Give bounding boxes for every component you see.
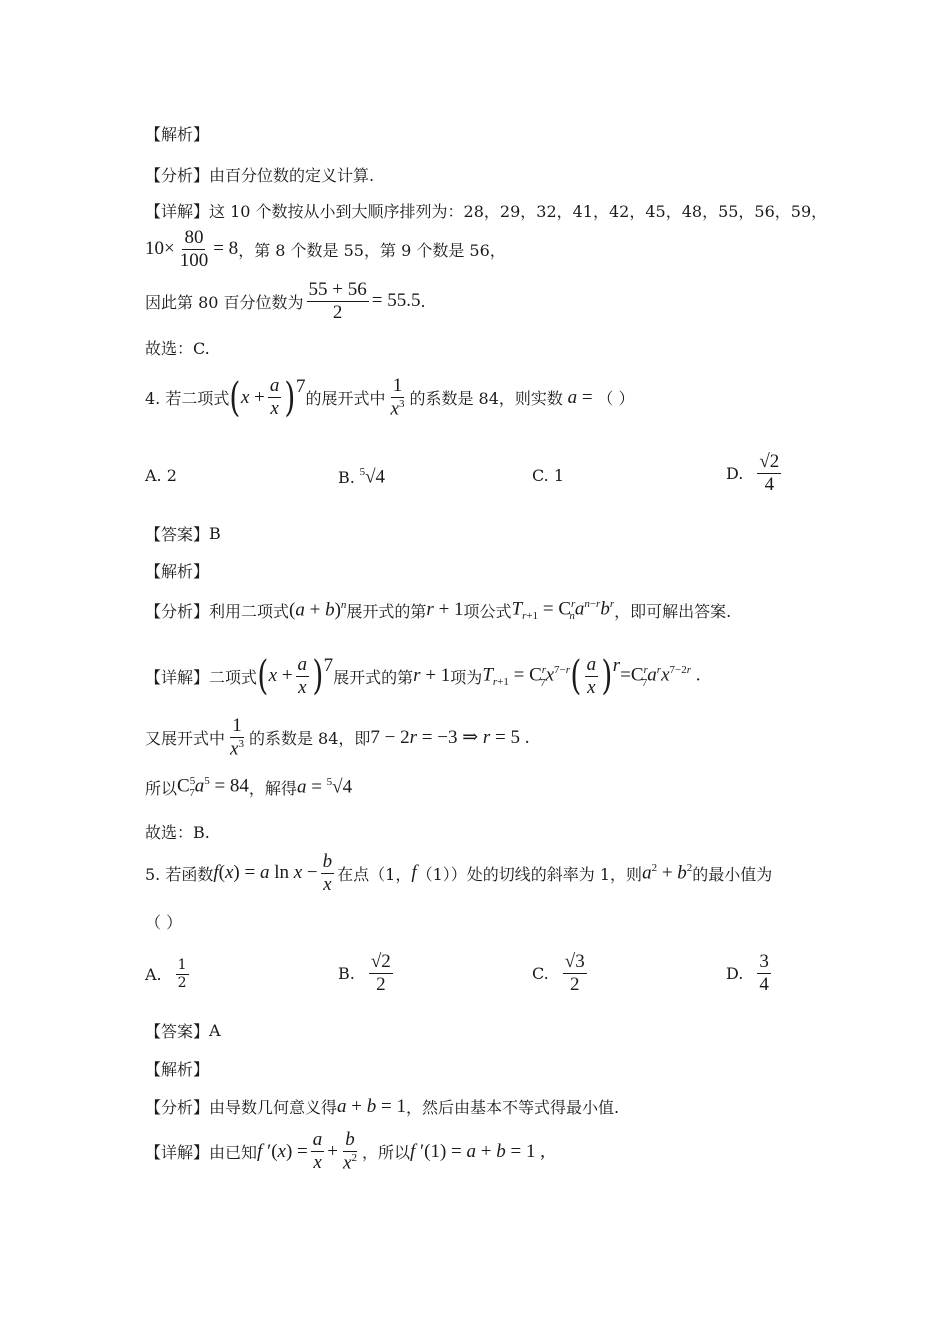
q5-fenxi: 【分析】 由导数几何意义得 a + b = 1 ，然后由基本不等式得最小值. (145, 1095, 620, 1117)
q3-guxuan: 故选：C. (145, 339, 210, 358)
q5-answer: 【答案】 A (145, 1021, 221, 1041)
q5-jiexi: 【解析】 (145, 1060, 210, 1079)
q5-option-b: B. $\frac{√2}{2}$ (338, 951, 391, 995)
q4-stem: 4. 若二项式 ( x + $\frac{a}{x}$ ) 7 的展开式中 $\frac{1}{x^3}$ 的系数是 84，则实数 a = （ ） (145, 374, 635, 421)
q4-suoyi: 所以 $C^5_7a^5 = 84$ ，解得 a = $^5$√4 (145, 775, 353, 800)
q5-xiangjie: 【详解】 由已知 f ′(x) = $\frac{a}{x}$ + $\frac{b}{x^2}$ ，所以 f ′(1) = a + b = 1 , (145, 1129, 545, 1174)
q4-you: 又展开式中 $\frac{1}{x^3}$ 的系数是 84，即 7 − 2r = −3 ⇒ r = 5 . (145, 715, 530, 760)
q4-guxuan: 故选：B. (145, 823, 210, 842)
q3-xiangjie: 【详解】 这 10 个数按从小到大顺序排列为：28，29，32，41，42，45，48，55，56，59， (145, 202, 828, 221)
q4-option-a: A. 2 (145, 466, 177, 485)
q4-option-c: C. 1 (532, 466, 565, 485)
q5-option-a: A. $\frac{1}{2}$ (145, 957, 187, 991)
q4-option-b: B. $^5$√4 (338, 466, 386, 488)
q3-calc: 10× $\frac{80}{100}$ = 8 ，第 8 个数是 55，第 9 个数是 56， (145, 227, 506, 271)
q4-answer: 【答案】 B (145, 524, 221, 544)
q3-jiexi: 【解析】 (145, 125, 210, 144)
q3-result: 因此第 80 百分位数为 $\frac{55 + 56}{2}$ = 55.5 . (145, 279, 426, 323)
q4-jiexi: 【解析】 (145, 562, 210, 581)
q4-option-d: D. $\frac{√2}{4}$ (726, 451, 780, 495)
q5-option-d: D. $\frac{3}{4}$ (726, 951, 769, 995)
q3-fenxi: 【分析】 由百分位数的定义计算. (145, 166, 375, 185)
q5-stem: 5. 若函数 f(x) = a ln x − $\frac{b}{x}$ 在点（1， f （1））处的切线的斜率为 1，则 $a^2 + b^2$ 的最小值为 (145, 851, 773, 895)
q4-xiangjie: 【详解】 二项式 ( x + $\frac{a}{x}$ ) 7 展开式的第 r + 1 项为 $T_{r+1} = C^r_7x^{7-r}$ ( $\frac{a}{x}$ ) r $=C^r_7a^rx^{7-2r}$ . (145, 653, 701, 700)
q4-fenxi: 【分析】 利用二项式 $(a + b)^n$ 展开式的第 r + 1 项公式 $T_{r+1} = C^r_na^{n-r}b^r$ ，即可解出答案. (145, 598, 732, 623)
q5-option-c: C. $\frac{√3}{2}$ (532, 951, 585, 995)
q5-paren: （ ） (145, 913, 183, 932)
